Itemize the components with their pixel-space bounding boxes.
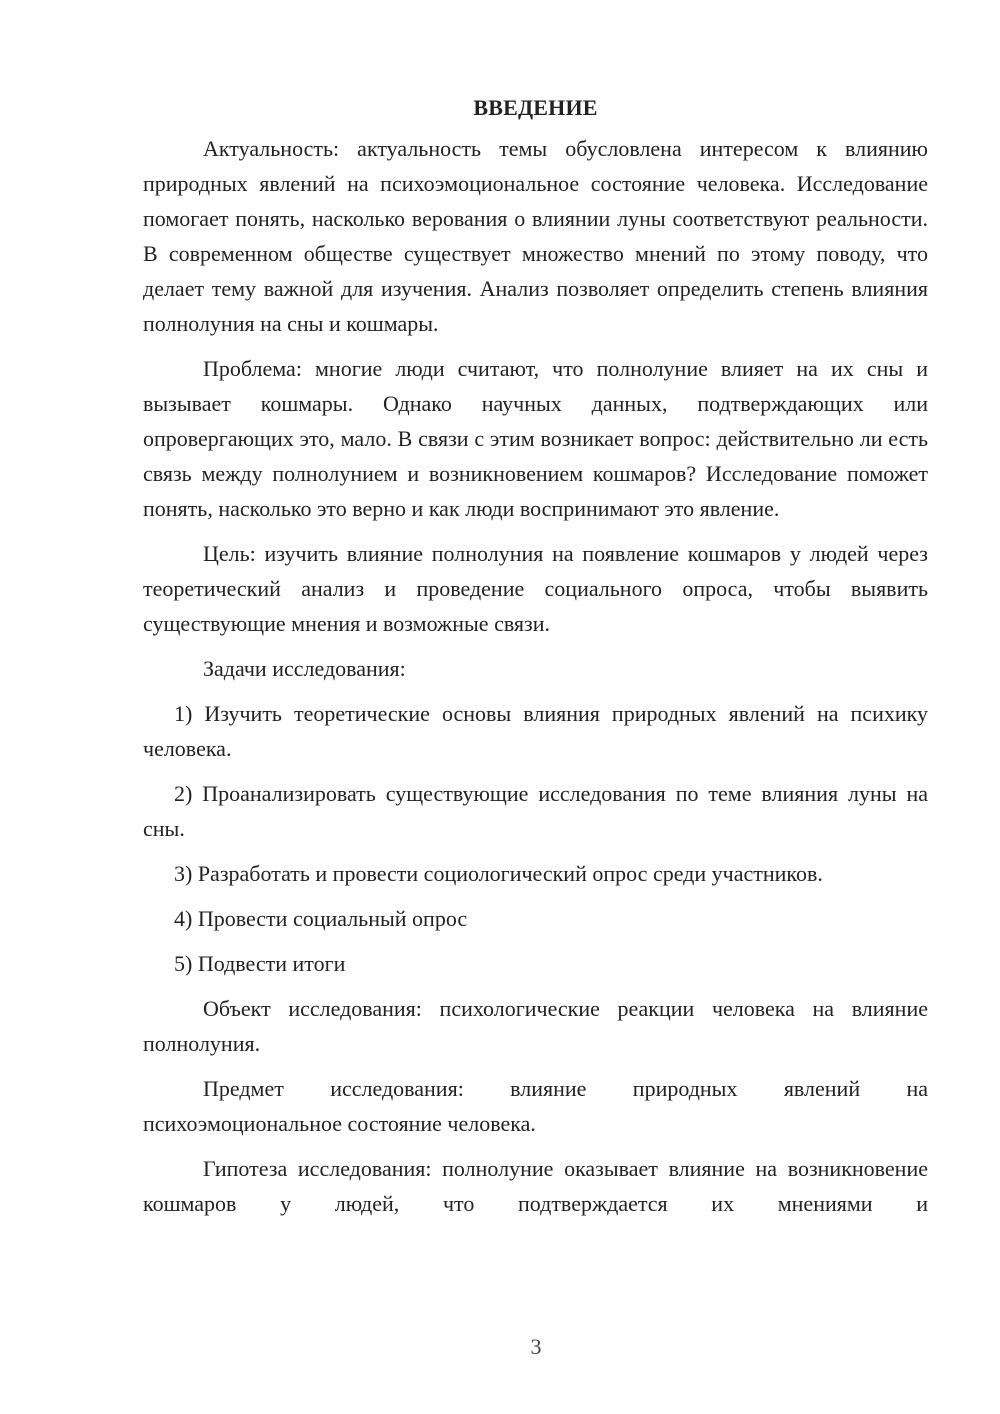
page-number: 3	[530, 1334, 542, 1359]
paragraph-goal: Цель: изучить влияние полнолуния на появление кошмаров у людей через теоретический анализ и проведение социального опроса, чтобы выявить существующие мнения и возможные связи.	[143, 541, 928, 636]
task-item-5: 5) Подвести итоги	[174, 951, 346, 976]
task-item-3: 3) Разработать и провести социологический опрос среди участников.	[174, 861, 823, 886]
paragraph-object: Объект исследования: психологические реакции человека на влияние полнолуния.	[143, 996, 928, 1056]
tasks-heading: Задачи исследования:	[203, 656, 406, 681]
page-content	[143, 90, 928, 1231]
task-item-2: 2) Проанализировать существующие исследования по теме влияния луны на сны.	[143, 781, 928, 841]
paragraph-problem: Проблема: многие люди считают, что полнолуние влияет на их сны и вызывает кошмары. Однако научных данных, подтверждающих или опровергающих это, мало. В связи с этим возникает вопрос: действительно ли есть связь между полнолунием и возникновением кошмаров? Исследование поможет понять, насколько это верно и как люди воспринимают это явление.	[143, 356, 928, 521]
paragraph-relevance: Актуальность: актуальность темы обусловлена интересом к влиянию природных явлений на психоэмоциональное состояние человека. Исследование помогает понять, насколько верования о влиянии луны соответствуют реальности. В современном обществе существует множество мнений по этому поводу, что делает тему важной для изучения. Анализ позволяет определить степень влияния полнолуния на сны и кошмары.	[143, 136, 928, 336]
task-item-4: 4) Провести социальный опрос	[174, 906, 468, 931]
paragraph-subject: Предмет исследования: влияние природных явлений на психоэмоциональное состояние человека.	[143, 1076, 928, 1136]
section-title: ВВЕДЕНИЕ	[473, 95, 598, 120]
task-item-1: 1) Изучить теоретические основы влияния природных явлений на психику человека.	[143, 701, 928, 761]
paragraph-hypothesis: Гипотеза исследования: полнолуние оказывает влияние на возникновение кошмаров у людей, что подтверждается их мнениями и	[143, 1156, 928, 1216]
